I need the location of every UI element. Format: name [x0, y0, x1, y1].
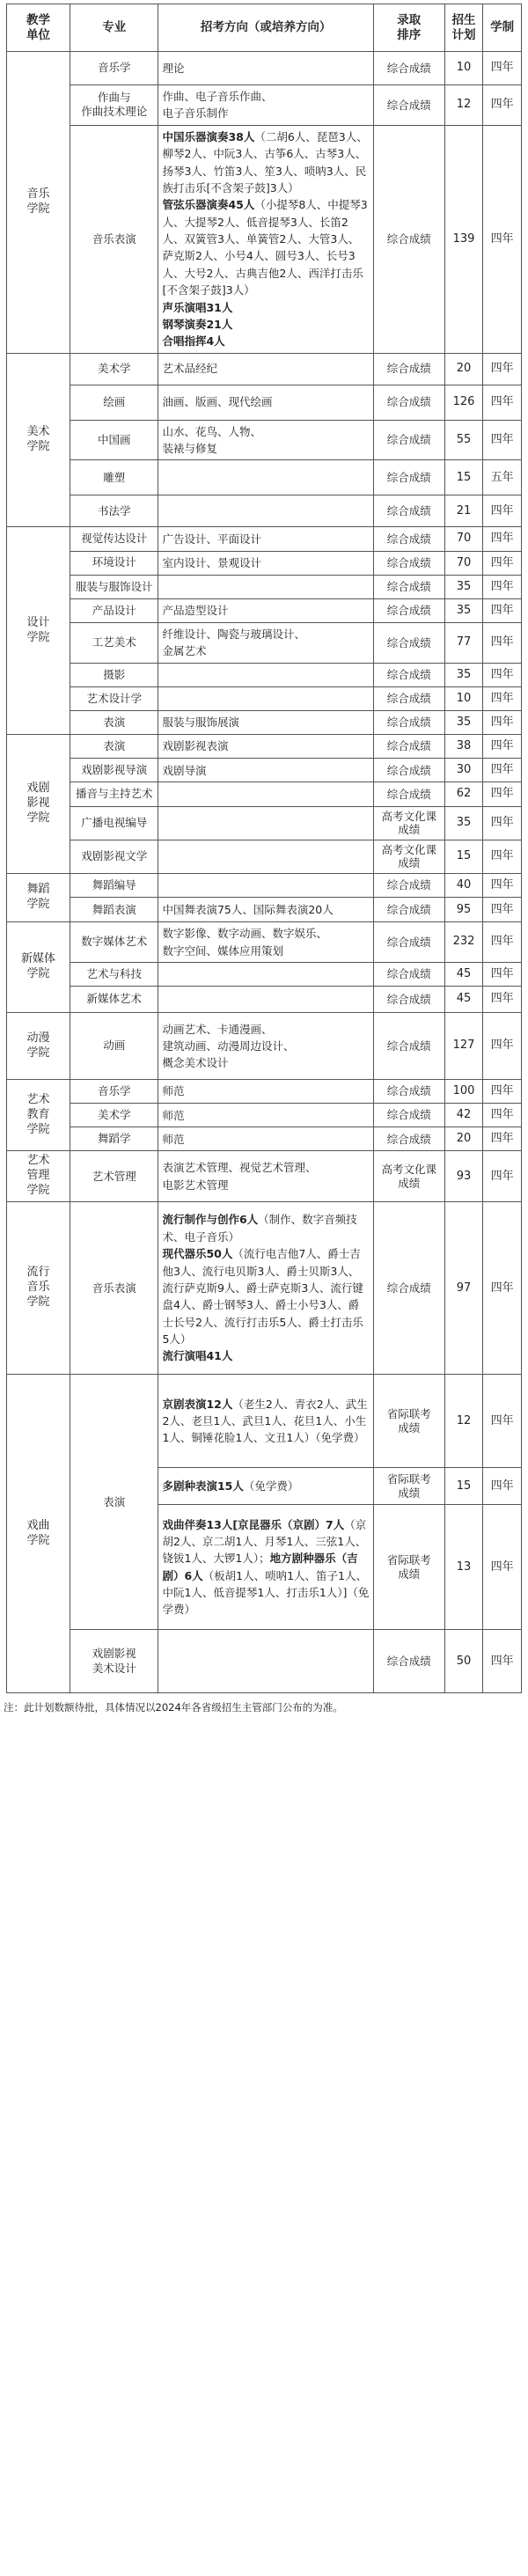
- direction-cell: [158, 840, 373, 873]
- direction-cell: [158, 1468, 373, 1505]
- table-row: [7, 598, 522, 622]
- major-cell: 表演: [70, 710, 158, 734]
- table-row: [7, 1127, 522, 1151]
- direction-cell: [158, 598, 373, 622]
- direction-cell: [158, 735, 373, 759]
- admission-order-cell: 高考文化课 成绩: [373, 840, 444, 873]
- direction-text: 动画艺术、卡通漫画、 建筑动画、动漫周边设计、 概念美术设计: [162, 1022, 295, 1070]
- admission-order-cell: 综合成绩: [373, 874, 444, 898]
- direction-cell: [158, 663, 373, 686]
- direction-cell: [158, 527, 373, 551]
- admission-order-cell: 综合成绩: [373, 495, 444, 527]
- direction-text: 戏剧影视表演: [162, 739, 229, 753]
- admission-order-cell: 综合成绩: [373, 1080, 444, 1104]
- admission-order-cell: 综合成绩: [373, 759, 444, 782]
- direction-text: （板胡1人、唢呐1人、笛子1人、中阮1人、低音提琴1人、打击乐1人）]（免学费）: [162, 1568, 370, 1617]
- direction-text: 广告设计、平面设计: [162, 532, 261, 546]
- plan-count-cell: 35: [444, 806, 483, 840]
- direction-text: （小提琴8人、中提琴3人、大提琴2人、低音提琴3人、长笛2人、双簧管3人、单簧管2人、大管3人、萨克斯2人、小号4人、圆号3人、长号3人、大号2人、古典吉他2人、西洋打击乐[不含架子鼓]3人）: [162, 198, 368, 297]
- plan-count-cell: 62: [444, 782, 483, 806]
- direction-heading: 流行制作与创作6人: [162, 1213, 259, 1227]
- major-cell: 作曲与 作曲技术理论: [70, 85, 158, 126]
- major-cell: 戏剧影视文学: [70, 840, 158, 873]
- direction-cell: [158, 1202, 373, 1375]
- admission-order-cell: 综合成绩: [373, 1013, 444, 1080]
- duration-cell: 四年: [483, 922, 522, 963]
- direction-text: 理论: [162, 61, 185, 75]
- direction-heading: 流行演唱41人: [162, 1349, 233, 1363]
- major-cell: 美术学: [70, 353, 158, 385]
- table-row: [7, 922, 522, 963]
- direction-text: 师范: [162, 1084, 185, 1098]
- admission-order-cell: 综合成绩: [373, 1630, 444, 1693]
- direction-cell: [158, 922, 373, 963]
- plan-count-cell: 42: [444, 1104, 483, 1127]
- major-cell: 艺术设计学: [70, 686, 158, 710]
- plan-count-cell: 55: [444, 420, 483, 460]
- header-duration: 学制: [483, 4, 522, 52]
- duration-cell: 四年: [483, 1104, 522, 1127]
- plan-count-cell: 100: [444, 1080, 483, 1104]
- plan-count-cell: 20: [444, 353, 483, 385]
- direction-cell: [158, 495, 373, 527]
- teaching-unit-cell: 动漫 学院: [7, 1013, 70, 1080]
- direction-text: （制作、数字音频技术、电子音乐）: [162, 1213, 357, 1244]
- plan-count-cell: 13: [444, 1505, 483, 1630]
- direction-text: 产品造型设计: [162, 604, 229, 618]
- duration-cell: 四年: [483, 759, 522, 782]
- admission-order-cell: 综合成绩: [373, 962, 444, 986]
- major-cell: 视觉传达设计: [70, 527, 158, 551]
- direction-cell: [158, 806, 373, 840]
- direction-text: 师范: [162, 1108, 185, 1122]
- table-row: [7, 1202, 522, 1375]
- major-cell: 舞蹈表演: [70, 898, 158, 922]
- major-cell: 戏剧影视 美术设计: [70, 1630, 158, 1693]
- table-body: [7, 52, 522, 1693]
- table-row: [7, 686, 522, 710]
- duration-cell: 四年: [483, 1080, 522, 1104]
- admission-order-cell: 综合成绩: [373, 385, 444, 420]
- table-header-row: [7, 4, 522, 52]
- major-cell: 绘画: [70, 385, 158, 420]
- direction-cell: [158, 125, 373, 353]
- admission-order-cell: 综合成绩: [373, 551, 444, 575]
- major-cell: 音乐表演: [70, 1202, 158, 1375]
- direction-heading: 地方剧种器乐（吉剧）6人: [162, 1552, 358, 1582]
- admission-order-cell: 省际联考 成绩: [373, 1375, 444, 1468]
- major-cell: 动画: [70, 1013, 158, 1080]
- direction-cell: [158, 460, 373, 495]
- admission-order-cell: 综合成绩: [373, 598, 444, 622]
- teaching-unit-cell: 戏剧 影视 学院: [7, 735, 70, 874]
- direction-cell: [158, 385, 373, 420]
- plan-count-cell: 15: [444, 460, 483, 495]
- plan-count-cell: 127: [444, 1013, 483, 1080]
- table-row: [7, 460, 522, 495]
- teaching-unit-cell: 流行 音乐 学院: [7, 1202, 70, 1375]
- footnote: 注：此计划数额待批，具体情况以2024年各省级招生主管部门公布的为准。: [4, 1701, 343, 1714]
- direction-text: 服装与服饰展演: [162, 716, 239, 730]
- table-row: [7, 575, 522, 598]
- duration-cell: 四年: [483, 874, 522, 898]
- header-major: 专业: [70, 4, 158, 52]
- direction-heading: 多剧种表演15人: [162, 1479, 244, 1493]
- direction-cell: [158, 622, 373, 663]
- header-teaching-unit: 教学 单位: [7, 4, 70, 52]
- direction-text: （二胡6人、琵琶3人、柳琴2人、中阮3人、古筝6人、古琴3人、扬琴3人、竹笛3人、笙3人、唢呐3人、民族打击乐[不含架子鼓]3人）: [162, 129, 368, 194]
- major-cell: 雕塑: [70, 460, 158, 495]
- direction-text: 中国舞表演75人、国际舞表演20人: [162, 902, 334, 916]
- direction-cell: [158, 782, 373, 806]
- duration-cell: 四年: [483, 686, 522, 710]
- direction-cell: [158, 420, 373, 460]
- direction-heading: 合唱指挥4人: [162, 334, 225, 349]
- admission-order-cell: 综合成绩: [373, 898, 444, 922]
- plan-count-cell: 12: [444, 1375, 483, 1468]
- plan-count-cell: 139: [444, 125, 483, 353]
- direction-cell: [158, 1375, 373, 1468]
- direction-text: （老生2人、青衣2人、武生2人、老旦1人、武旦1人、花旦1人、小生1人、铜锤花脸1人、文丑1人）（免学费）: [162, 1397, 368, 1445]
- duration-cell: 四年: [483, 663, 522, 686]
- plan-count-cell: 126: [444, 385, 483, 420]
- plan-count-cell: 12: [444, 85, 483, 126]
- plan-count-cell: 35: [444, 663, 483, 686]
- duration-cell: 四年: [483, 987, 522, 1013]
- table-row: [7, 1080, 522, 1104]
- duration-cell: 四年: [483, 551, 522, 575]
- table-row: [7, 1630, 522, 1693]
- direction-text: 艺术品经纪: [162, 362, 217, 376]
- admission-order-cell: 综合成绩: [373, 575, 444, 598]
- duration-cell: 四年: [483, 1375, 522, 1468]
- direction-cell: [158, 575, 373, 598]
- major-cell: 美术学: [70, 1104, 158, 1127]
- header-plan: 招生 计划: [444, 4, 483, 52]
- major-cell: 舞蹈学: [70, 1127, 158, 1151]
- admission-order-cell: 综合成绩: [373, 987, 444, 1013]
- direction-cell: [158, 85, 373, 126]
- direction-cell: [158, 759, 373, 782]
- major-cell: 环境设计: [70, 551, 158, 575]
- table-row: [7, 420, 522, 460]
- direction-cell: [158, 1151, 373, 1202]
- duration-cell: 四年: [483, 735, 522, 759]
- major-cell: 新媒体艺术: [70, 987, 158, 1013]
- table-row: [7, 85, 522, 126]
- direction-cell: [158, 1080, 373, 1104]
- duration-cell: 四年: [483, 1505, 522, 1630]
- direction-text: 数字影像、数字动画、数字娱乐、 数字空间、媒体应用策划: [162, 927, 327, 958]
- major-cell: 书法学: [70, 495, 158, 527]
- major-cell: 音乐学: [70, 1080, 158, 1104]
- admission-order-cell: 高考文化课 成绩: [373, 1151, 444, 1202]
- major-cell: 戏剧影视导演: [70, 759, 158, 782]
- table-row: [7, 1375, 522, 1468]
- direction-cell: [158, 1630, 373, 1693]
- major-cell: 音乐学: [70, 52, 158, 85]
- admission-order-cell: 综合成绩: [373, 460, 444, 495]
- direction-cell: [158, 1505, 373, 1630]
- admission-order-cell: 综合成绩: [373, 782, 444, 806]
- admission-order-cell: 综合成绩: [373, 710, 444, 734]
- admission-order-cell: 综合成绩: [373, 663, 444, 686]
- duration-cell: 四年: [483, 85, 522, 126]
- table-row: [7, 52, 522, 85]
- direction-heading: 钢琴演奏21人: [162, 317, 233, 331]
- table-row: [7, 840, 522, 873]
- table-row: [7, 1151, 522, 1202]
- direction-text: 师范: [162, 1132, 185, 1146]
- table-row: [7, 1104, 522, 1127]
- direction-heading: 戏曲伴奏13人[京昆器乐（京剧）7人: [162, 1517, 345, 1531]
- duration-cell: 四年: [483, 1151, 522, 1202]
- table-row: [7, 385, 522, 420]
- table-row: [7, 622, 522, 663]
- table-row: [7, 1013, 522, 1080]
- major-cell: 数字媒体艺术: [70, 922, 158, 963]
- direction-heading: 现代器乐50人: [162, 1247, 233, 1261]
- duration-cell: 四年: [483, 420, 522, 460]
- admission-order-cell: 综合成绩: [373, 622, 444, 663]
- duration-cell: 四年: [483, 1013, 522, 1080]
- duration-cell: 五年: [483, 460, 522, 495]
- duration-cell: 四年: [483, 527, 522, 551]
- duration-cell: 四年: [483, 353, 522, 385]
- teaching-unit-cell: 艺术 管理 学院: [7, 1151, 70, 1202]
- admission-order-cell: 综合成绩: [373, 1202, 444, 1375]
- table-row: [7, 710, 522, 734]
- direction-heading: 声乐演唱31人: [162, 300, 233, 314]
- duration-cell: 四年: [483, 1630, 522, 1693]
- admission-order-cell: 综合成绩: [373, 686, 444, 710]
- major-cell: 艺术与科技: [70, 962, 158, 986]
- direction-cell: [158, 551, 373, 575]
- table-row: [7, 353, 522, 385]
- duration-cell: 四年: [483, 575, 522, 598]
- duration-cell: 四年: [483, 598, 522, 622]
- duration-cell: 四年: [483, 1127, 522, 1151]
- direction-text: 戏剧导演: [162, 763, 207, 777]
- admission-order-cell: 高考文化课 成绩: [373, 806, 444, 840]
- plan-count-cell: 97: [444, 1202, 483, 1375]
- admission-order-cell: 综合成绩: [373, 527, 444, 551]
- teaching-unit-cell: 音乐 学院: [7, 52, 70, 354]
- plan-count-cell: 77: [444, 622, 483, 663]
- admission-order-cell: 综合成绩: [373, 52, 444, 85]
- plan-count-cell: 93: [444, 1151, 483, 1202]
- direction-cell: [158, 1013, 373, 1080]
- admission-order-cell: 省际联考 成绩: [373, 1505, 444, 1630]
- direction-cell: [158, 962, 373, 986]
- duration-cell: 四年: [483, 622, 522, 663]
- major-cell: 工艺美术: [70, 622, 158, 663]
- direction-cell: [158, 1127, 373, 1151]
- plan-count-cell: 35: [444, 710, 483, 734]
- admission-order-cell: 综合成绩: [373, 420, 444, 460]
- duration-cell: 四年: [483, 1202, 522, 1375]
- plan-count-cell: 20: [444, 1127, 483, 1151]
- direction-cell: [158, 353, 373, 385]
- teaching-unit-cell: 舞蹈 学院: [7, 874, 70, 922]
- plan-count-cell: 21: [444, 495, 483, 527]
- direction-text: （免学费）: [243, 1479, 299, 1493]
- table-row: [7, 987, 522, 1013]
- admission-order-cell: 综合成绩: [373, 125, 444, 353]
- plan-count-cell: 30: [444, 759, 483, 782]
- table-row: [7, 759, 522, 782]
- direction-text: 作曲、电子音乐作曲、 电子音乐制作: [162, 90, 273, 121]
- table-row: [7, 782, 522, 806]
- plan-count-cell: 10: [444, 52, 483, 85]
- table-row: [7, 495, 522, 527]
- duration-cell: 四年: [483, 962, 522, 986]
- direction-heading: 管弦乐器演奏45人: [162, 198, 255, 212]
- duration-cell: 四年: [483, 710, 522, 734]
- direction-text: 表演艺术管理、视觉艺术管理、 电影艺术管理: [162, 1161, 317, 1192]
- admission-order-cell: 省际联考 成绩: [373, 1468, 444, 1505]
- major-cell: 中国画: [70, 420, 158, 460]
- table-row: [7, 874, 522, 898]
- major-cell: 音乐表演: [70, 125, 158, 353]
- plan-count-cell: 35: [444, 575, 483, 598]
- table-row: [7, 551, 522, 575]
- direction-text: 油画、版画、现代绘画: [162, 395, 273, 409]
- duration-cell: 四年: [483, 385, 522, 420]
- plan-count-cell: 38: [444, 735, 483, 759]
- major-cell: 艺术管理: [70, 1151, 158, 1202]
- table-row: [7, 735, 522, 759]
- table-row: [7, 898, 522, 922]
- direction-cell: [158, 710, 373, 734]
- plan-count-cell: 15: [444, 840, 483, 873]
- plan-count-cell: 35: [444, 598, 483, 622]
- header-direction: 招考方向（或培养方向）: [158, 4, 373, 52]
- major-cell: 舞蹈编导: [70, 874, 158, 898]
- duration-cell: 四年: [483, 495, 522, 527]
- major-cell: 播音与主持艺术: [70, 782, 158, 806]
- duration-cell: 四年: [483, 1468, 522, 1505]
- direction-cell: [158, 1104, 373, 1127]
- direction-text: （京胡2人、京二胡1人、月琴1人、三弦1人、铙钹1人、大锣1人）；: [162, 1517, 367, 1566]
- plan-count-cell: 70: [444, 551, 483, 575]
- plan-count-cell: 45: [444, 962, 483, 986]
- teaching-unit-cell: 艺术 教育 学院: [7, 1080, 70, 1151]
- major-cell: 表演: [70, 1375, 158, 1630]
- admission-order-cell: 综合成绩: [373, 922, 444, 963]
- major-cell: 表演: [70, 735, 158, 759]
- major-cell: 摄影: [70, 663, 158, 686]
- admission-order-cell: 综合成绩: [373, 1127, 444, 1151]
- duration-cell: 四年: [483, 898, 522, 922]
- direction-heading: 京剧表演12人: [162, 1397, 233, 1411]
- duration-cell: 四年: [483, 806, 522, 840]
- direction-text: 山水、花鸟、人物、 装裱与修复: [162, 424, 261, 455]
- header-admission-order: 录取 排序: [373, 4, 444, 52]
- teaching-unit-cell: 新媒体 学院: [7, 922, 70, 1013]
- direction-cell: [158, 686, 373, 710]
- admission-order-cell: 综合成绩: [373, 353, 444, 385]
- plan-count-cell: 70: [444, 527, 483, 551]
- direction-cell: [158, 898, 373, 922]
- plan-count-cell: 10: [444, 686, 483, 710]
- duration-cell: 四年: [483, 52, 522, 85]
- major-cell: 服装与服饰设计: [70, 575, 158, 598]
- plan-count-cell: 50: [444, 1630, 483, 1693]
- direction-heading: 中国乐器演奏38人: [162, 129, 255, 143]
- major-cell: 产品设计: [70, 598, 158, 622]
- plan-count-cell: 40: [444, 874, 483, 898]
- direction-cell: [158, 987, 373, 1013]
- table-row: [7, 806, 522, 840]
- direction-text: 室内设计、景观设计: [162, 555, 261, 569]
- table-row: [7, 663, 522, 686]
- admission-order-cell: 综合成绩: [373, 85, 444, 126]
- table-row: [7, 125, 522, 353]
- plan-count-cell: 15: [444, 1468, 483, 1505]
- teaching-unit-cell: 美术 学院: [7, 353, 70, 527]
- plan-count-cell: 45: [444, 987, 483, 1013]
- teaching-unit-cell: 戏曲 学院: [7, 1375, 70, 1693]
- duration-cell: 四年: [483, 782, 522, 806]
- admission-order-cell: 综合成绩: [373, 735, 444, 759]
- plan-count-cell: 232: [444, 922, 483, 963]
- duration-cell: 四年: [483, 840, 522, 873]
- direction-cell: [158, 52, 373, 85]
- duration-cell: 四年: [483, 125, 522, 353]
- table-row: [7, 962, 522, 986]
- teaching-unit-cell: 设计 学院: [7, 527, 70, 735]
- enrollment-plan-table: [6, 4, 522, 1693]
- plan-count-cell: 95: [444, 898, 483, 922]
- direction-text: （流行电吉他7人、爵士吉他3人、流行电贝斯3人、爵士贝斯3人、流行萨克斯9人、爵士萨克斯3人、流行键盘4人、爵士钢琴3人、爵士小号3人、爵士长号2人、流行打击乐5人、爵士打击乐5人）: [162, 1247, 363, 1347]
- major-cell: 广播电视编导: [70, 806, 158, 840]
- direction-text: 纤维设计、陶瓷与玻璃设计、 金属艺术: [162, 627, 305, 658]
- direction-cell: [158, 874, 373, 898]
- admission-order-cell: 综合成绩: [373, 1104, 444, 1127]
- table-row: [7, 527, 522, 551]
